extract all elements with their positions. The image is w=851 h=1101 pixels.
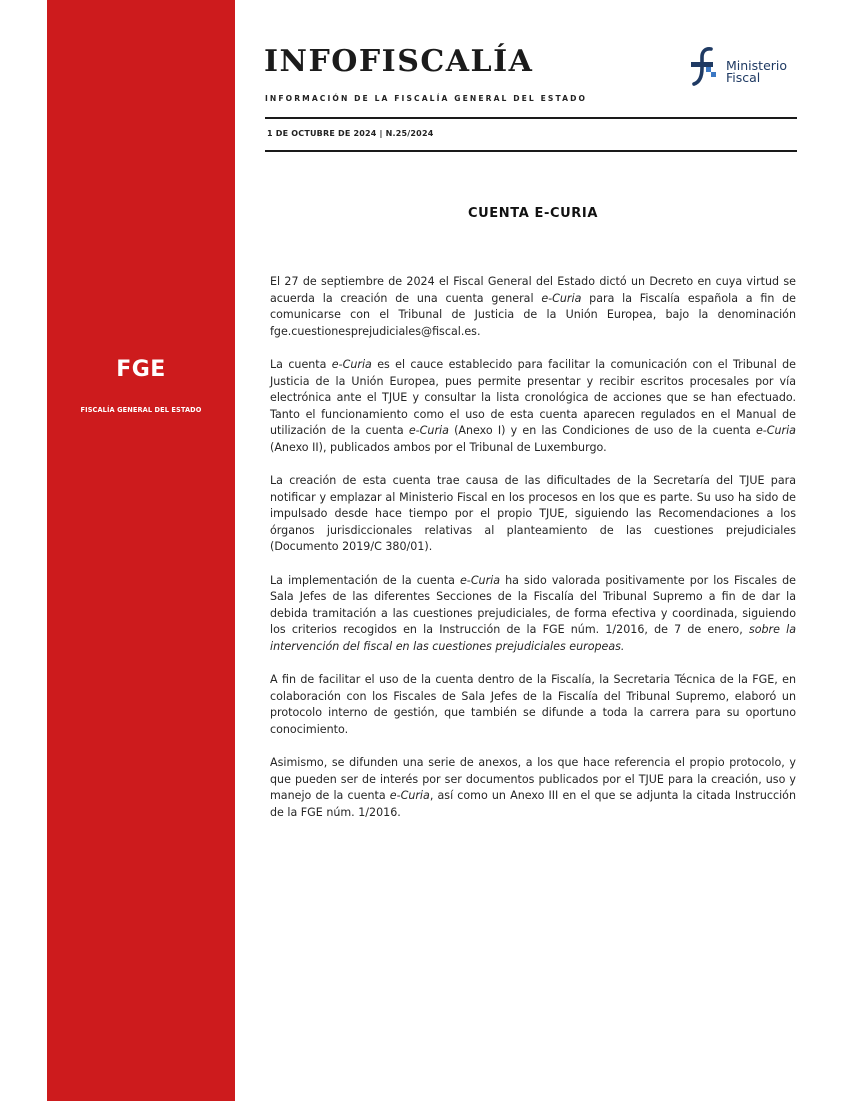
sidebar-title: FGE	[116, 357, 166, 382]
red-sidebar	[47, 0, 235, 1101]
logo-wordmark	[726, 60, 787, 84]
header-rule-top	[265, 117, 797, 119]
paragraph-4: La implementación de la cuenta e-Curia ha sido valorada positivamente por los Fiscales de Sala Jefes de las diferentes Secciones de la Fiscalía del Tribunal Supremo a fin de dar la debida tramitación a las cuestiones prejudiciales, de forma efectiva y coordinada, siguiendo los criterios recogidos en la Instrucción de la FGE núm. 1/2016, de 7 de enero, sobre la intervención del fiscal en las cuestiones prejudiciales europeas.	[270, 573, 796, 653]
ministerio-fiscal-emblem-icon	[689, 46, 723, 90]
publication-title: INFOFISCALÍA	[264, 44, 534, 79]
logo-line-ministerio: Ministerio	[726, 58, 788, 73]
article-body	[270, 274, 796, 838]
header-rule-bottom	[265, 150, 797, 152]
paragraph-6: Asimismo, se difunden una serie de anexos, a los que hace referencia el propio protocolo, y que pueden ser de interés por ser documentos publicados por el TJUE para la creación, uso y manejo de la cuenta e-Curia, así como un Anexo III en el que se adjunta la citada Instrucción de la FGE núm. 1/2016.	[270, 756, 796, 819]
logo-line-fiscal: Fiscal	[726, 70, 761, 85]
sidebar-subtitle: FISCALÍA GENERAL DEL ESTADO	[80, 406, 202, 414]
paragraph-5: A fin de facilitar el uso de la cuenta dentro de la Fiscalía, la Secretaria Técnica de la FGE, en colaboración con los Fiscales de Sala Jefes de la Fiscalía del Tribunal Supremo, elaboró un protocolo interno de gestión, que también se difunde a toda la carrera para su oportuno conocimiento.	[270, 673, 796, 736]
ministerio-fiscal-logo	[689, 46, 799, 92]
paragraph-3: La creación de esta cuenta trae causa de las dificultades de la Secretaría del TJUE para notificar y emplazar al Ministerio Fiscal en los procesos en los que es parte. Su uso ha sido de impulsado desde hace tiempo por el propio TJUE, siguiendo las Recomendaciones a los órganos jurisdiccionales relativas al planteamiento de las cuestiones prejudiciales (Documento 2019/C 380/01).	[270, 474, 796, 553]
paragraph-1: El 27 de septiembre de 2024 el Fiscal General del Estado dictó un Decreto en cuya virtud se acuerda la creación de una cuenta general e-Curia para la Fiscalía española a fin de comunicarse con el Tribunal de Justicia de la Unión Europea, bajo la denominación fge.cuestionesprejudiciales@fiscal.es.	[270, 275, 797, 338]
publication-tagline: INFORMACIÓN DE LA FISCALÍA GENERAL DEL ESTADO	[265, 94, 588, 103]
paragraph-2: La cuenta e-Curia es el cauce establecido para facilitar la comunicación con el Tribunal de Justicia de la Unión Europea, pues permite presentar y recibir escritos procesales por vía electrónica ante el TJUE y consultar la lista cronológica de acciones que se han efectuado. Tanto el funcionamiento como el uso de esta cuenta aparecen regulados en el Manual de utilización de la cuenta e-Curia (Anexo I) y en las Condiciones de uso de la cuenta e-Curia (Anexo II), publicados ambos por el Tribunal de Luxemburgo.	[270, 358, 797, 454]
article-title: CUENTA E-CURIA	[468, 206, 598, 221]
issue-date-number: 1 DE OCTUBRE DE 2024 | N.25/2024	[267, 129, 434, 138]
